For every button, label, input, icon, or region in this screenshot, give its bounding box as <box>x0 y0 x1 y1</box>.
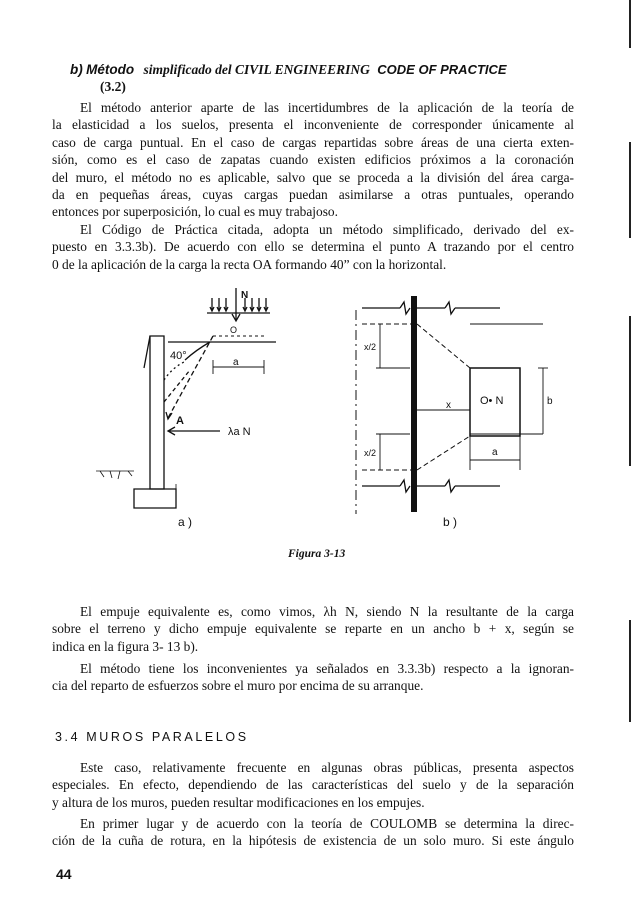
page-number: 44 <box>56 866 72 882</box>
label-sub-b: b ) <box>443 515 458 529</box>
label-x-half-top: x/2 <box>364 342 377 352</box>
paragraph-5 <box>52 759 574 811</box>
paragraph-2 <box>52 221 574 273</box>
label-angle-40: 40° <box>170 350 187 362</box>
text-line: la elasticidad a los suelos, presenta el inconveniente de corresponder únicamente al <box>52 117 574 133</box>
text-line: indica en la figura 3- 13 b). <box>52 638 199 654</box>
scan-edge-mark <box>629 142 631 238</box>
label-o: O <box>230 325 238 335</box>
label-x: x <box>446 400 451 411</box>
subsection-heading <box>70 62 507 78</box>
paragraph-6 <box>52 815 574 850</box>
distributed-load-arrows <box>210 298 268 311</box>
section-title: 3.4 MUROS PARALELOS <box>55 730 249 744</box>
label-a-right: a <box>492 447 498 458</box>
text-line: El Código de Práctica citada, adopta un método simplificado, derivado del ex- <box>80 222 574 237</box>
heading-word: Método <box>86 62 135 77</box>
text-line: da en pequeñas áreas, cuyas cargas puedan asimilarse a otras puntuales, operando <box>52 187 574 203</box>
text-line: puesto en 3.3.3b). De acuerdo con ello se determina el punto A trazando por el centro <box>52 239 574 255</box>
label-b: b <box>547 396 553 407</box>
heading-code: CODE OF PRACTICE <box>377 62 507 77</box>
label-lambda-n: λa N <box>228 426 251 438</box>
text-line: El método anterior aparte de las incertidumbres de la aplicación de la teoría de <box>80 100 574 115</box>
text-line: sión, como es el caso de zapatas cuando existen edificios próximos a la coronación <box>52 152 574 168</box>
label-n-top: N <box>241 290 249 301</box>
text-line: 0 de la aplicación de la carga la recta OA formando 40” con la horizontal. <box>52 256 447 272</box>
text-line: ción de la cuña de rotura, en la hipótesis de existencia de un solo muro. Si este ángulo <box>52 833 574 849</box>
text-line: especiales. En efecto, dependiendo de las características del suelo y de la separación <box>52 777 574 793</box>
figure-caption: Figura 3-13 <box>288 548 346 560</box>
heading-prefix: b) <box>70 62 83 77</box>
text-line: entonces por superposición, lo cual es muy trabajoso. <box>52 204 338 220</box>
scan-edge-mark <box>629 0 631 48</box>
text-line: El método tiene los inconvenientes ya señalados en 3.3.3b) respecto a la ignoran- <box>80 661 574 676</box>
soil-hatching <box>96 471 134 479</box>
figure-a-wall <box>96 288 276 529</box>
label-o-n: O• N <box>480 395 504 407</box>
text-line: y altura de los muros, pueden resultar modificaciones en los empujes. <box>52 794 425 810</box>
heading-rest: simplificado del CIVIL ENGINEERING <box>143 62 370 77</box>
paragraph-3 <box>52 603 574 655</box>
text-line: Este caso, relativamente frecuente en algunas obras públicas, presenta aspectos <box>80 760 574 775</box>
text-line: del muro, el método no es aplicable, salvo que se proceda a la división del área carga- <box>52 169 574 185</box>
figure-3-13 <box>0 284 638 544</box>
text-line: caso de carga puntual. En el caso de cargas repartidas sobre áreas de una cierta exten- <box>52 134 574 150</box>
text-line: El empuje equivalente es, como vimos, λh N, siendo N la resultante de la carga <box>80 604 574 619</box>
scan-edge-mark <box>629 620 631 722</box>
label-a-point: A <box>176 415 184 427</box>
figure-b-plan <box>356 296 553 529</box>
label-x-half-bottom: x/2 <box>364 448 377 458</box>
paragraph-1 <box>52 99 574 221</box>
paragraph-4 <box>52 660 574 695</box>
text-line: En primer lugar y de acuerdo con la teoría de COULOMB se determina la direc- <box>80 816 574 831</box>
text-line: cia del reparto de esfuerzos sobre el muro por encima de su arranque. <box>52 678 424 694</box>
heading-reference: (3.2) <box>100 79 126 94</box>
label-sub-a: a ) <box>178 515 193 529</box>
label-a-left: a <box>233 357 239 368</box>
text-line: sobre el terreno y dicho empuje equivalente se reparte en un ancho b + x, según se <box>52 621 574 637</box>
